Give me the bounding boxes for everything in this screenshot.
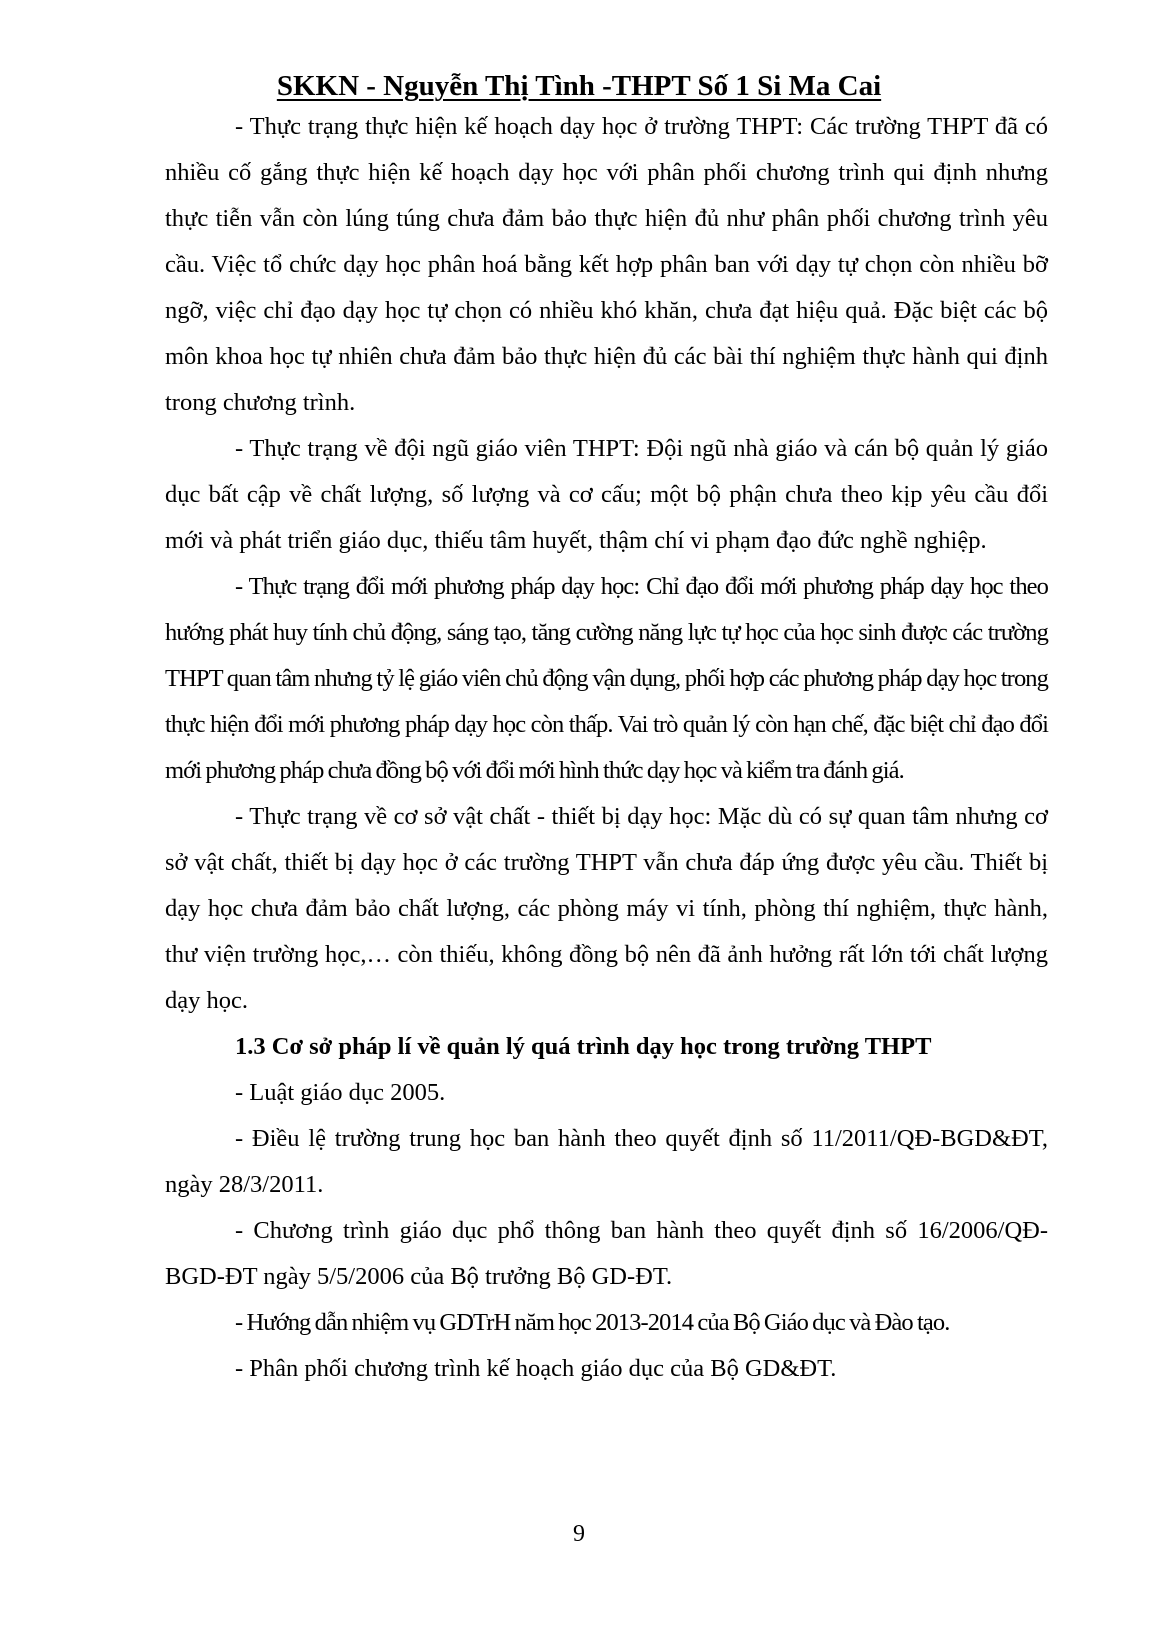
section-heading: 1.3 Cơ sở pháp lí về quản lý quá trình dạy học trong trường THPT [235,1033,932,1060]
legal-item-curriculum: - Chương trình giáo dục phổ thông ban hành theo quyết định số 16/2006/QĐ-BGD-ĐT ngày 5/5/2006 của Bộ trưởng Bộ GD-ĐT. [165,1217,1048,1290]
page-number: 9 [573,1521,585,1547]
legal-item-program-distribution: - Phân phối chương trình kế hoạch giáo dục của Bộ GD&ĐT. [235,1355,837,1382]
document-body [165,104,1048,1392]
paragraph-teaching-methods: - Thực trạng đổi mới phương pháp dạy học: Chỉ đạo đổi mới phương pháp dạy học theo hướng phát huy tính chủ động, sáng tạo, tăng cường năng lực tự học của học sinh được các trường THPT quan tâm nhưng tỷ lệ giáo viên chủ động vận dụng, phối hợp các phương pháp dạy học trong thực hiện đổi mới phương pháp dạy học còn thấp. Vai trò quản lý còn hạn chế, đặc biệt chỉ đạo đổi mới phương pháp chưa đồng bộ với đổi mới hình thức dạy học và kiểm tra đánh giá. [165,573,1048,784]
legal-item-school-charter: - Điều lệ trường trung học ban hành theo quyết định số 11/2011/QĐ-BGD&ĐT, ngày 28/3/2011. [165,1125,1048,1198]
paragraph-facilities: - Thực trạng về cơ sở vật chất - thiết bị dạy học: Mặc dù có sự quan tâm nhưng cơ sở vật chất, thiết bị dạy học ở các trường THPT vẫn chưa đáp ứng được yêu cầu. Thiết bị dạy học chưa đảm bảo chất lượng, các phòng máy vi tính, phòng thí nghiệm, thực hành, thư viện trường học,… còn thiếu, không đồng bộ nên đã ảnh hưởng rất lớn tới chất lượng dạy học. [165,803,1048,1014]
paragraph-teaching-plan: - Thực trạng thực hiện kế hoạch dạy học ở trường THPT: Các trường THPT đã có nhiều cố gắng thực hiện kế hoạch dạy học với phân phối chương trình qui định nhưng thực tiễn vẫn còn lúng túng chưa đảm bảo thực hiện đủ như phân phối chương trình yêu cầu. Việc tổ chức dạy học phân hoá bằng kết hợp phân ban với dạy tự chọn còn nhiều bỡ ngỡ, việc chỉ đạo dạy học tự chọn có nhiều khó khăn, chưa đạt hiệu quả. Đặc biệt các bộ môn khoa học tự nhiên chưa đảm bảo thực hiện đủ các bài thí nghiệm thực hành qui định trong chương trình. [165,113,1048,416]
paragraph-teaching-staff: - Thực trạng về đội ngũ giáo viên THPT: Đội ngũ nhà giáo và cán bộ quản lý giáo dục bất cập về chất lượng, số lượng và cơ cấu; một bộ phận chưa theo kịp yêu cầu đổi mới và phát triển giáo dục, thiếu tâm huyết, thậm chí vi phạm đạo đức nghề nghiệp. [165,435,1048,554]
legal-item-education-law: - Luật giáo dục 2005. [235,1079,446,1106]
legal-item-gdtrh-guidance: - Hướng dẫn nhiệm vụ GDTrH năm học 2013-2014 của Bộ Giáo dục và Đào tạo. [235,1309,950,1336]
page-header-title: SKKN - Nguyễn Thị Tình -THPT Số 1 Si Ma Cai [276,70,882,102]
